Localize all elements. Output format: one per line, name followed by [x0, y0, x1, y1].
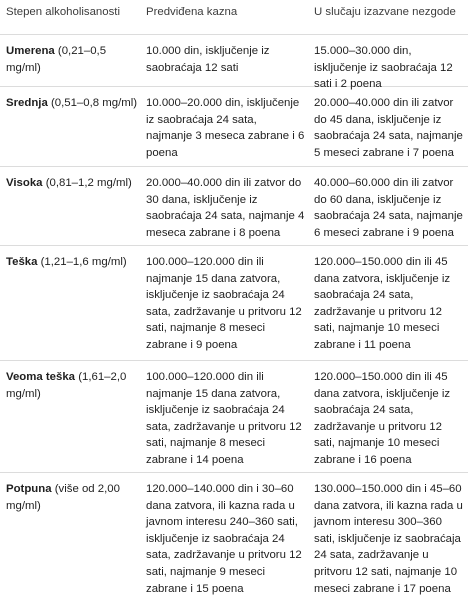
accident-cell: 20.000–40.000 din ili zatvor do 45 dana, isključenje iz saobraćaja 24 sata, najmanje 5 meseci zabrane i 7 poena: [314, 97, 463, 159]
degree-range: (1,61–2,0 mg/ml): [6, 371, 127, 400]
degree-name: Teška: [6, 256, 38, 268]
table-row: [0, 167, 468, 246]
table-row: [0, 246, 468, 361]
accident-cell: 120.000–150.000 din ili 45 dana zatvora, isključenje iz saobraćaja 24 sata, zadržavanje u pritvoru 12 sati, najmanje 10 meseci zabrane i 16 poena: [314, 371, 451, 466]
degree-name: Umerena: [6, 45, 55, 57]
degree-range: (0,81–1,2 mg/ml): [42, 177, 132, 189]
degree-cell: [0, 473, 146, 611]
penalty-cell: 10.000–20.000 din, isključenje iz saobraćaja 24 sata, najmanje 3 meseca zabrane i 6 poena: [146, 97, 305, 159]
table-row: [0, 87, 468, 167]
penalty-cell: 20.000–40.000 din ili zatvor do 30 dana, isključenje iz saobraćaja 24 sata, najmanje 4 meseca zabrane i 8 poena: [146, 177, 305, 239]
degree-cell: [0, 361, 146, 472]
accident-cell: 130.000–150.000 din i 45–60 dana zatvora, ili kazna rada u javnom interesu 300–360 sati, isključenje iz saobraćaja 24 sata, zadržavanje u pritvoru 12 sati, najmanje 10 meseci zabrane i 17 poena: [314, 483, 463, 595]
degree-cell: [0, 246, 146, 360]
penalty-cell: 100.000–120.000 din ili najmanje 15 dana zatvora, isključenje iz saobraćaja 24 sata, zadržavanje u pritvoru 12 sati, najmanje 8 meseci zabrane i 9 poena: [146, 256, 302, 351]
degree-cell: [0, 167, 146, 245]
accident-cell: 40.000–60.000 din ili zatvor do 60 dana, isključenje iz saobraćaja 24 sata, najmanje 6 meseci zabrane i 9 poena: [314, 177, 463, 239]
degree-name: Veoma teška: [6, 371, 76, 383]
accident-cell: 15.000–30.000 din, isključenje iz saobraćaja 12 sati i 2 poena: [314, 45, 453, 91]
table-row: [0, 35, 468, 91]
degree-name: Potpuna: [6, 483, 52, 495]
degree-range: (0,21–0,5 mg/ml): [6, 45, 107, 74]
degree-range: (1,21–1,6 mg/ml): [37, 256, 127, 268]
header-accident: U slučaju izazvane nezgode: [314, 6, 456, 18]
degree-range: (0,51–0,8 mg/ml): [47, 97, 138, 109]
penalty-cell: 10.000 din, isključenje iz saobraćaja 12 sati: [146, 45, 270, 74]
table-row: [0, 361, 468, 473]
accident-cell: 120.000–150.000 din ili 45 dana zatvora, isključenje iz saobraćaja 24 sata, zadržavanje u pritvoru 12 sati, najmanje 10 meseci zabrane i 11 poena: [314, 256, 451, 351]
degree-name: Srednja: [6, 97, 48, 109]
degree-cell: [0, 35, 146, 86]
degree-range: (više od 2,00 mg/ml): [6, 483, 120, 512]
table-header: [0, 0, 468, 35]
header-degree: Stepen alkoholisanosti: [6, 6, 120, 18]
degree-cell: [0, 87, 146, 166]
header-penalty: Predviđena kazna: [146, 6, 238, 18]
degree-name: Visoka: [6, 177, 43, 189]
penalty-cell: 100.000–120.000 din ili najmanje 15 dana zatvora, isključenje iz saobraćaja 24 sata, zadržavanje u pritvoru 12 sati, najmanje 8 meseci zabrane i 14 poena: [146, 371, 302, 466]
penalty-cell: 120.000–140.000 din i 30–60 dana zatvora, ili kazna rada u javnom interesu 240–360 sati, isključenje iz saobraćaja 24 sata, zadržavanje u pritvoru 12 sati, najmanje 9 meseci zabrane i 15 poena: [146, 483, 302, 595]
table-row: [0, 473, 468, 611]
